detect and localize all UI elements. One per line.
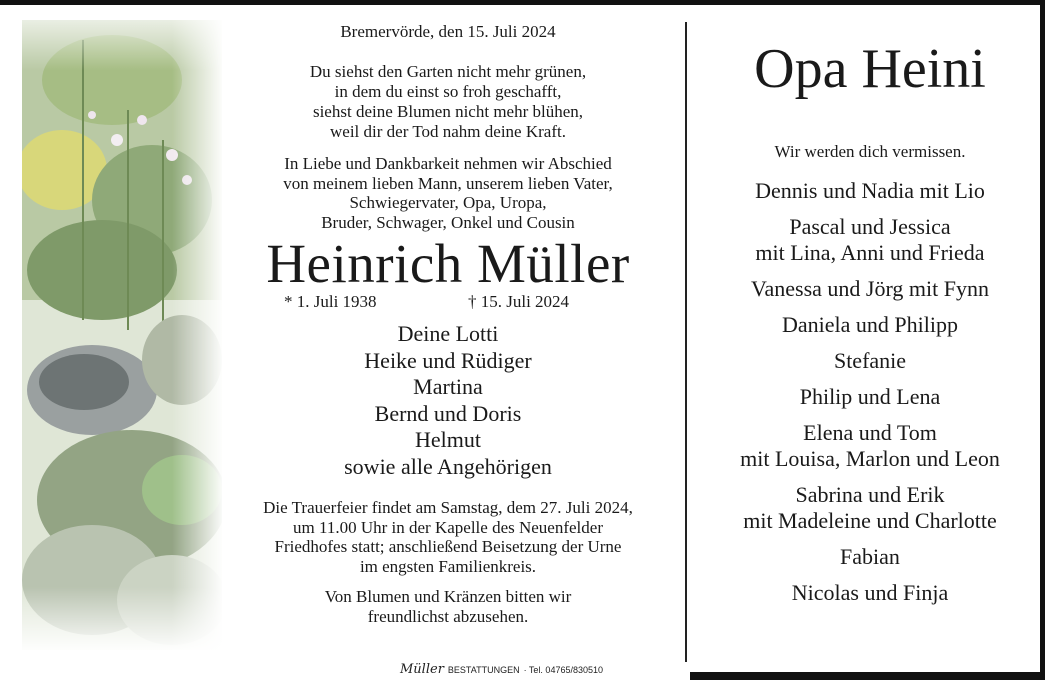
place-date: Bremervörde, den 15. Juli 2024 [340, 22, 556, 41]
left-column [228, 22, 668, 626]
family-line: Sabrina und Erik [795, 482, 945, 507]
death-date: † 15. Juli 2024 [468, 292, 570, 311]
family-group [695, 420, 1045, 472]
family-group [695, 178, 1045, 204]
family-group [695, 580, 1045, 606]
family-line: Dennis und Nadia mit Lio [755, 178, 985, 203]
family-group [695, 544, 1045, 570]
missed-subtitle: Wir werden dich vermissen. [774, 142, 966, 161]
family-line: mit Louisa, Marlon und Leon [740, 446, 1000, 471]
grandpa-heading: Opa Heini [754, 38, 986, 100]
family-line: Philip und Lena [799, 384, 941, 409]
service-line: im engsten Familienkreis. [359, 556, 537, 576]
mourner: Deine Lotti [397, 321, 499, 346]
family-line: Daniela und Philipp [782, 312, 958, 337]
undertaker-phone: · Tel. 04765/830510 [523, 665, 603, 675]
deceased-name: Heinrich Müller [266, 233, 630, 294]
flowers-line: freundlichst abzusehen. [367, 606, 529, 626]
top-border [0, 0, 1045, 5]
service-line: Friedhofes statt; anschließend Beisetzung der Urne [274, 537, 622, 556]
birth-date: * 1. Juli 1938 [284, 292, 377, 311]
mourner: sowie alle Angehörigen [344, 453, 552, 479]
funeral-service-info [228, 498, 668, 576]
right-column [695, 38, 1045, 616]
family-group [695, 384, 1045, 410]
family-list [695, 178, 1045, 606]
service-line: Die Trauerfeier findet am Samstag, dem 27. Juli 2024, [263, 498, 633, 517]
column-divider [685, 22, 687, 662]
family-line: mit Lina, Anni und Frieda [755, 240, 985, 265]
intro-line: von meinem lieben Mann, unserem lieben Vater, [283, 173, 613, 193]
mourner: Helmut [415, 427, 481, 452]
family-group [695, 276, 1045, 302]
mourner: Martina [413, 374, 483, 399]
family-group [695, 482, 1045, 534]
service-line: um 11.00 Uhr in der Kapelle des Neuenfelder [293, 517, 603, 537]
life-dates [228, 292, 668, 314]
poem [228, 62, 668, 142]
flowers-note [228, 587, 668, 626]
family-group [695, 348, 1045, 374]
family-group [695, 312, 1045, 338]
family-line: Nicolas und Finja [791, 580, 949, 605]
flowers-line: Von Blumen und Kränzen bitten wir [324, 587, 572, 606]
undertaker-signature: Müller [400, 662, 444, 677]
undertaker-footer [400, 662, 603, 678]
mourners-list [228, 321, 668, 480]
family-line: Vanessa und Jörg mit Fynn [751, 276, 989, 301]
poem-line: Du siehst den Garten nicht mehr grünen, [309, 62, 587, 81]
intro-line: Schwiegervater, Opa, Uropa, [349, 193, 547, 212]
undertaker-company: BESTATTUNGEN [447, 665, 520, 675]
poem-line: in dem du einst so froh geschafft, [334, 82, 562, 101]
family-line: Stefanie [833, 348, 907, 373]
garden-photo [22, 20, 222, 650]
intro-line: Bruder, Schwager, Onkel und Cousin [321, 212, 575, 232]
family-line: Fabian [840, 544, 900, 569]
mourner: Bernd und Doris [374, 400, 522, 426]
poem-line: weil dir der Tod nahm deine Kraft. [330, 122, 566, 141]
family-line: Pascal und Jessica [789, 214, 951, 239]
intro-line: In Liebe und Dankbarkeit nehmen wir Abschied [284, 154, 612, 173]
family-line: Elena und Tom [803, 420, 937, 445]
poem-line: siehst deine Blumen nicht mehr blühen, [312, 102, 584, 121]
farewell-intro [228, 154, 668, 232]
mourner: Heike und Rüdiger [364, 347, 532, 373]
family-group [695, 214, 1045, 266]
bottom-border [690, 672, 1045, 680]
family-line: mit Madeleine und Charlotte [743, 508, 997, 533]
